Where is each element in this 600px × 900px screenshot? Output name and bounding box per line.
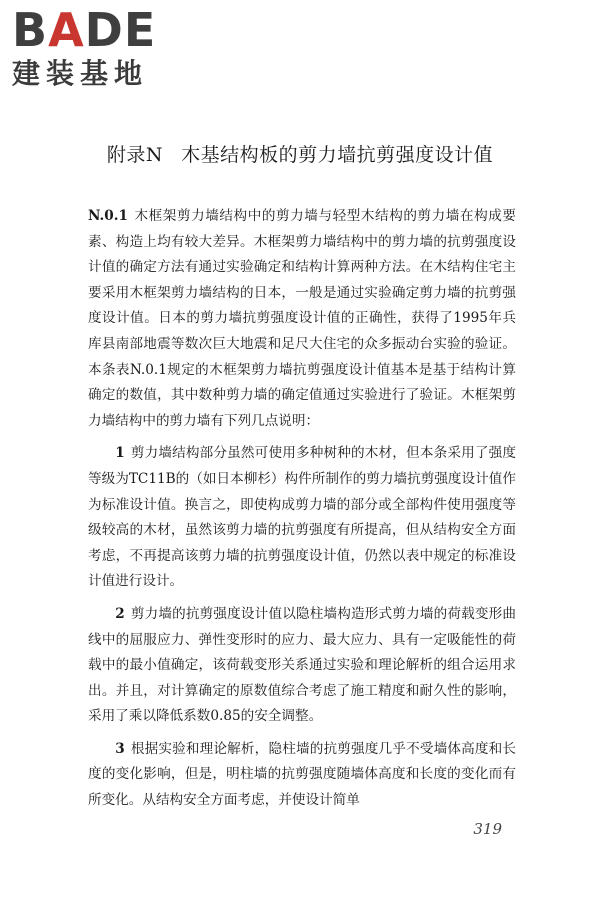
note-number: 2: [115, 605, 125, 622]
appendix-title: 木基结构板的剪力墙抗剪强度设计值: [181, 144, 494, 166]
page-number: 319: [473, 820, 502, 838]
note-text: 剪力墙的抗剪强度设计值以隐柱墙构造形式剪力墙的荷载变形曲线中的屈服应力、弹性变形时的应力、最大应力、具有一定吸能性的荷载中的最小值确定，该荷载变形关系通过实验和理论解析的组合运用求出。并且，对计算确定的原数值综合考虑了施工精度和耐久性的影响，采用了乘以降低系数0.85的安全调整。: [88, 605, 516, 725]
document-body: [88, 204, 516, 821]
appendix-tag: 附录N: [106, 144, 164, 166]
note-item-3: [88, 737, 516, 814]
logo-wordmark: BADE: [12, 3, 157, 57]
clause-paragraph: [88, 204, 516, 434]
note-number: 3: [115, 740, 125, 757]
note-number: 1: [115, 445, 125, 462]
note-item-1: [88, 441, 516, 595]
appendix-heading: [0, 140, 600, 167]
clause-text: 木框架剪力墙结构中的剪力墙与轻型木结构的剪力墙在构成要素、构造上均有较大差异。木框架剪力墙结构中的剪力墙的抗剪强度设计值的确定方法有通过实验确定和结构计算两种方法。在木结构住宅主要采用木框架剪力墙结构的日本，一般是通过实验确定剪力墙的抗剪强度设计值。日本的剪力墙抗剪强度设计值的正确性，获得了1995年兵库县南部地震等数次巨大地震和足尺大住宅的众多振动台实验的验证。本条表N.0.1规定的木框架剪力墙抗剪强度设计值基本是基于结构计算确定的数值，其中数种剪力墙的确定值通过实验进行了验证。木框架剪力墙结构中的剪力墙有下列几点说明：: [88, 208, 516, 429]
bade-logo: [12, 3, 182, 96]
logo-subtitle: 建装基地: [12, 57, 149, 90]
clause-number: N.0.1: [88, 208, 128, 224]
note-text: 剪力墙结构部分虽然可使用多种树种的木材，但本条采用了强度等级为TC11B的（如日本柳杉）构件所制作的剪力墙抗剪强度设计值作为标准设计值。换言之，即使构成剪力墙的部分或全部构件使用强度等级较高的木材，虽然该剪力墙的抗剪强度有所提高，但从结构安全方面考虑，不再提高该剪力墙的抗剪强度设计值，仍然以表中规定的标准设计值进行设计。: [88, 445, 516, 590]
note-item-2: [88, 602, 516, 730]
note-text: 根据实验和理论解析，隐柱墙的抗剪强度几乎不受墙体高度和长度的变化影响，但是，明柱墙的抗剪强度随墙体高度和长度的变化而有所变化。从结构安全方面考虑，并使设计简单: [88, 740, 516, 809]
